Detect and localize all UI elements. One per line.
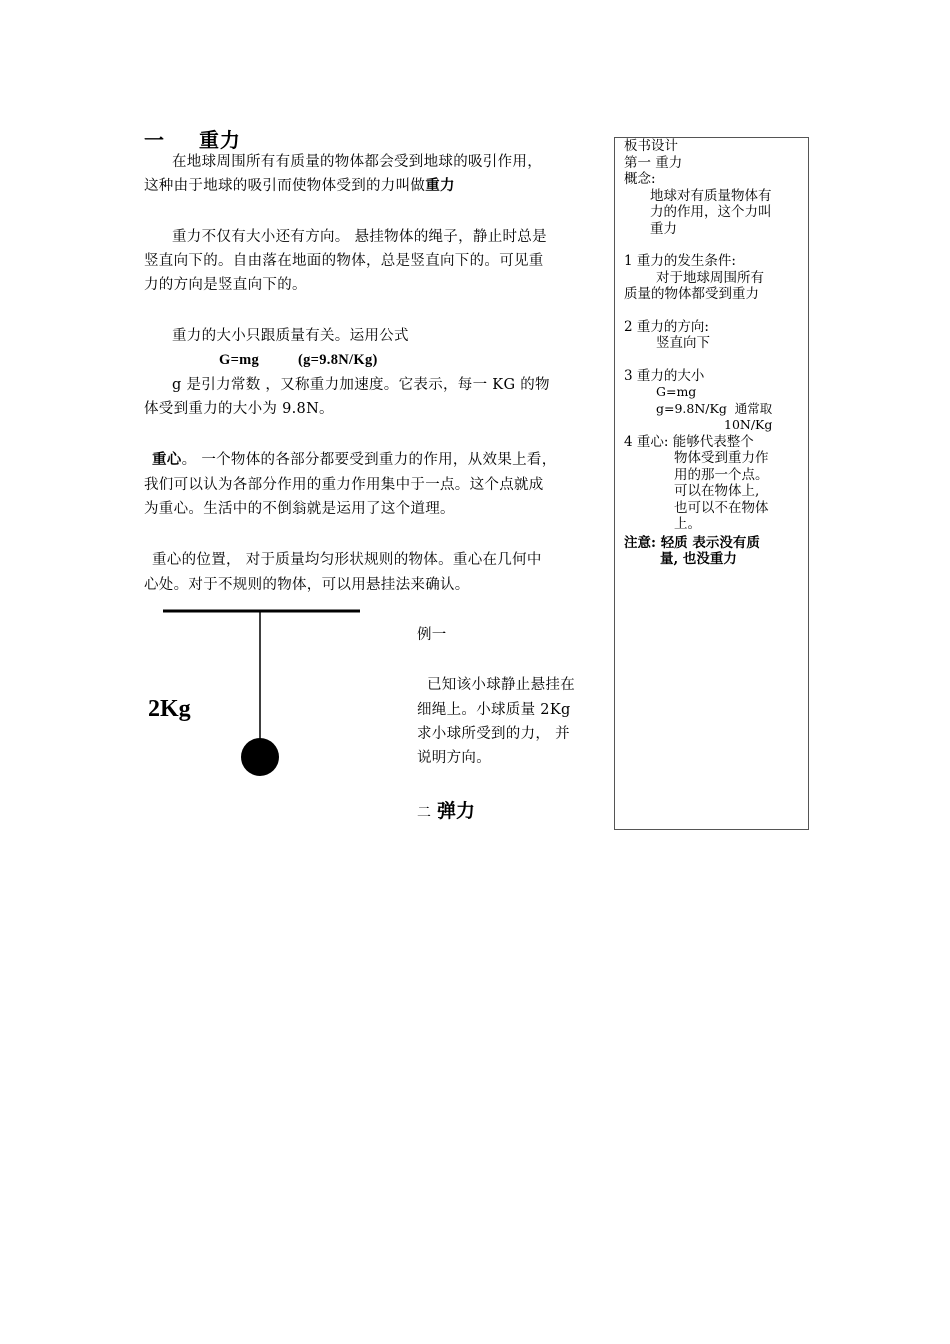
hanging-ball-figure <box>160 604 370 784</box>
section-2-heading <box>417 796 475 823</box>
chapter-title: 第一 重力 <box>624 154 683 171</box>
section-number: 一 <box>144 128 165 152</box>
item-2-line: 竖直向下 <box>656 335 710 351</box>
section-title: 弹力 <box>437 800 476 822</box>
concept-line: 重力 <box>650 220 677 237</box>
example-line-1: 已知该小球静止悬挂在 <box>427 677 575 693</box>
item-3-line: 10N/Kg <box>724 417 773 432</box>
paragraph-2-line-2: 竖直向下的。自由落在地面的物体，总是竖直向下的。可见重 <box>144 253 544 269</box>
paragraph-2-line-1: 重力不仅有大小还有方向。 悬挂物体的绳子，静止时总是 <box>172 229 547 245</box>
mass-label: 2Kg <box>148 696 191 722</box>
section-heading <box>144 124 241 153</box>
note <box>624 535 800 552</box>
item-4-line: 用的那一个点。 <box>674 466 769 483</box>
note-line: 轻质 表示没有质 <box>660 534 760 551</box>
paragraph-2-line-3: 力的方向是竖直向下的。 <box>144 277 307 293</box>
paragraph-4-line-1 <box>152 448 557 472</box>
paragraph-text: 。 一个物体的各部分都要受到重力的作用，从效果上看， <box>181 452 557 468</box>
item-1-label: 1 重力的发生条件: <box>624 253 736 269</box>
paragraph-3-line-1: 重力的大小只跟质量有关。运用公式 <box>172 328 409 344</box>
concept-line: 力的作用，这个力叫 <box>650 204 772 220</box>
panel-title: 板书设计 <box>624 138 678 154</box>
formula-constant: (g=9.8N/Kg) <box>298 352 378 368</box>
paragraph-1-line-1: 在地球周围所有有质量的物体都会受到地球的吸引作用， <box>172 154 542 170</box>
bold-term: 重力 <box>425 177 455 194</box>
note-line: 量, 也没重力 <box>660 551 737 567</box>
example-line-3: 求小球所受到的力， 并 <box>417 726 570 742</box>
paragraph-5-line-1: 重心的位置， 对于质量均匀形状规则的物体。重心在几何中 <box>152 552 542 568</box>
example-line-4: 说明方向。 <box>417 750 491 766</box>
bold-term: 重心 <box>152 451 182 468</box>
item-2-label: 2 重力的方向: <box>624 318 709 335</box>
example-title: 例一 <box>417 627 447 643</box>
paragraph-3-line-4: 体受到重力的大小为 9.8N。 <box>144 401 334 417</box>
concept-line: 地球对有质量物体有 <box>650 187 772 204</box>
item-4-line: 物体受到重力作 <box>674 450 769 466</box>
paragraph-5-line-2: 心处。对于不规则的物体，可以用悬挂法来确认。 <box>144 577 470 593</box>
item-4-line: 上。 <box>674 516 701 532</box>
paragraph-4-line-2: 我们可以认为各部分作用的重力作用集中于一点。这个点就成 <box>144 477 544 493</box>
item-3-line: g=9.8N/Kg 通常取 <box>656 400 773 416</box>
item-4-label: 4 重心: 能够代表整个 <box>624 433 754 450</box>
paragraph-text: 这种由于地球的吸引而使物体受到的力叫做 <box>144 178 426 194</box>
section-title: 重力 <box>198 128 241 152</box>
item-1-line: 对于地球周围所有 <box>656 269 764 286</box>
item-3-label: 3 重力的大小 <box>624 367 705 384</box>
section-number: 二 <box>417 805 431 821</box>
item-3-line: G=mg <box>656 384 697 399</box>
formula: G=mg <box>219 352 260 368</box>
item-1-line: 质量的物体都受到重力 <box>624 286 759 302</box>
paragraph-3-line-3: g 是引力常数 ，又称重力加速度。它表示，每一 KG 的物 <box>172 377 550 393</box>
paragraph-1-line-2 <box>144 174 455 198</box>
blackboard-design-panel <box>614 137 809 830</box>
example-line-2: 细绳上。小球质量 2Kg <box>417 702 571 718</box>
item-4-line: 也可以不在物体 <box>674 499 769 516</box>
ball <box>241 738 279 776</box>
item-4-line: 可以在物体上, <box>674 483 760 499</box>
concept-label: 概念: <box>624 171 656 187</box>
paragraph-4-line-3: 为重心。生活中的不倒翁就是运用了这个道理。 <box>144 501 455 517</box>
note-label: 注意: <box>624 534 656 551</box>
